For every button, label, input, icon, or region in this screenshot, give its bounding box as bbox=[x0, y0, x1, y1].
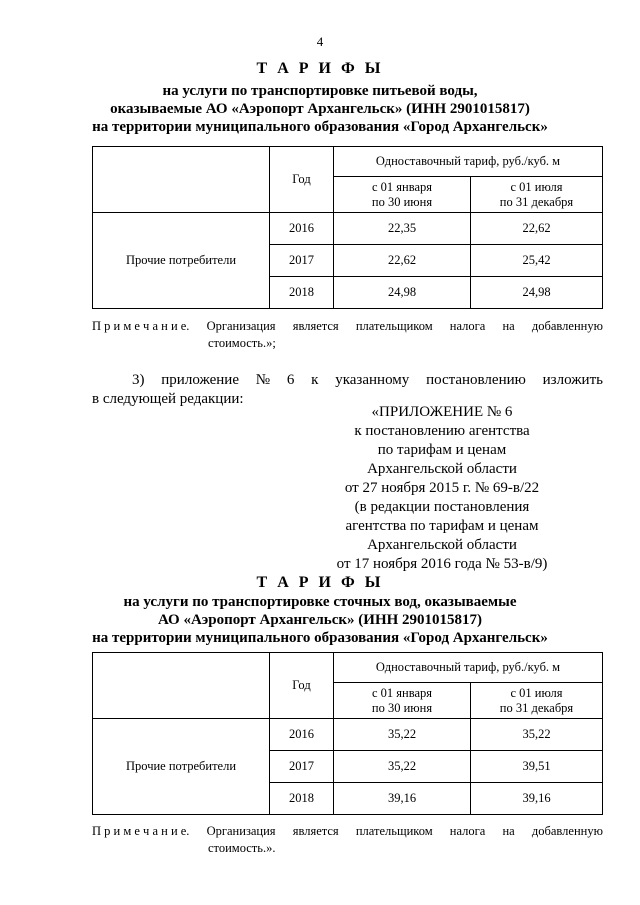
paragraph-word: постановлению bbox=[426, 372, 526, 388]
period1-line: с 01 января bbox=[371, 179, 433, 194]
note-word: добавленную bbox=[531, 824, 603, 838]
appendix-line: от 17 ноября 2016 года № 53-в/9) bbox=[336, 556, 548, 572]
section2-tariff-table bbox=[92, 652, 603, 815]
paragraph-word: к bbox=[311, 372, 319, 388]
year-cell: 2016 bbox=[270, 719, 334, 751]
period1-line: по 30 июня bbox=[371, 194, 433, 209]
appendix-line: Архангельской области bbox=[367, 537, 517, 553]
section2-note bbox=[92, 823, 603, 857]
paragraph-word: указанному bbox=[335, 372, 410, 388]
section2-title: Т А Р И Ф Ы bbox=[256, 574, 384, 591]
value-cell: 22,62 bbox=[334, 245, 471, 277]
period2-header bbox=[471, 683, 603, 719]
consumer-header-cell bbox=[93, 147, 270, 213]
appendix-line: (в редакции постановления bbox=[354, 499, 530, 515]
year-cell: 2017 bbox=[270, 751, 334, 783]
section2-subtitle bbox=[0, 593, 640, 647]
value-cell: 24,98 bbox=[471, 277, 603, 309]
note-word: на bbox=[502, 319, 515, 333]
consumer-header-cell bbox=[93, 653, 270, 719]
section2-subtitle-line: на услуги по транспортировке сточных вод, оказываемые bbox=[123, 594, 517, 610]
note-word: налога bbox=[449, 824, 486, 838]
note-line2: стоимость.»; bbox=[208, 336, 276, 350]
period2-header bbox=[471, 177, 603, 213]
section1-subtitle-line: на территории муниципального образования «Город Архангельск» bbox=[92, 119, 548, 135]
value-cell: 39,16 bbox=[334, 783, 471, 815]
value-cell: 35,22 bbox=[334, 751, 471, 783]
value-cell: 39,16 bbox=[471, 783, 603, 815]
note-label: П р и м е ч а н и е. bbox=[92, 319, 190, 333]
value-cell: 25,42 bbox=[471, 245, 603, 277]
page-number: 4 bbox=[316, 34, 324, 49]
year-cell: 2018 bbox=[270, 277, 334, 309]
section1-title: Т А Р И Ф Ы bbox=[256, 60, 384, 77]
paragraph-word: изложить bbox=[542, 372, 603, 388]
year-cell: 2016 bbox=[270, 213, 334, 245]
period2-line: по 31 декабря bbox=[499, 700, 574, 715]
section2-subtitle-line: АО «Аэропорт Архангельск» (ИНН 2901015817) bbox=[157, 612, 483, 628]
note-word: является bbox=[292, 319, 339, 333]
year-cell: 2018 bbox=[270, 783, 334, 815]
paragraph-word: 3) bbox=[132, 372, 145, 388]
value-cell: 24,98 bbox=[334, 277, 471, 309]
appendix-line: Архангельской области bbox=[367, 461, 517, 477]
period1-line: с 01 января bbox=[371, 685, 433, 700]
note-word: плательщиком bbox=[355, 319, 433, 333]
note-word: является bbox=[292, 824, 339, 838]
value-cell: 39,51 bbox=[471, 751, 603, 783]
paragraph-word: № bbox=[255, 372, 271, 388]
paragraph-word: 6 bbox=[286, 372, 295, 388]
paragraph-line1 bbox=[132, 371, 603, 390]
consumer-cell: Прочие потребители bbox=[93, 719, 270, 815]
section1-subtitle-line: на услуги по транспортировке питьевой воды, bbox=[162, 83, 478, 99]
note-label: П р и м е ч а н и е. bbox=[92, 824, 190, 838]
appendix-line: агентства по тарифам и ценам bbox=[345, 518, 539, 534]
note-word: Организация bbox=[206, 824, 276, 838]
paragraph-word: приложение bbox=[161, 372, 239, 388]
value-cell: 35,22 bbox=[471, 719, 603, 751]
appendix-line: «ПРИЛОЖЕНИЕ № 6 bbox=[371, 404, 513, 420]
appendix-line: к постановлению агентства bbox=[354, 423, 530, 439]
note-word: на bbox=[502, 824, 515, 838]
period2-line: с 01 июля bbox=[510, 685, 563, 700]
note-word: добавленную bbox=[531, 319, 603, 333]
consumer-cell: Прочие потребители bbox=[93, 213, 270, 309]
section2-subtitle-line: на территории муниципального образования «Город Архангельск» bbox=[92, 630, 548, 646]
table-row bbox=[93, 213, 603, 245]
appendix-line: от 27 ноября 2015 г. № 69-в/22 bbox=[344, 480, 540, 496]
tariff-header: Одноставочный тариф, руб./куб. м bbox=[334, 147, 603, 177]
tariff-header: Одноставочный тариф, руб./куб. м bbox=[334, 653, 603, 683]
note-word: Организация bbox=[206, 319, 276, 333]
value-cell: 35,22 bbox=[334, 719, 471, 751]
note-word: плательщиком bbox=[355, 824, 433, 838]
value-cell: 22,35 bbox=[334, 213, 471, 245]
year-cell: 2017 bbox=[270, 245, 334, 277]
note-line2: стоимость.». bbox=[208, 841, 276, 855]
value-cell: 22,62 bbox=[471, 213, 603, 245]
appendix-header bbox=[330, 403, 554, 574]
period1-header bbox=[334, 177, 471, 213]
section1-note bbox=[92, 318, 603, 352]
paragraph-line2: в следующей редакции: bbox=[92, 391, 244, 407]
period2-line: по 31 декабря bbox=[499, 194, 574, 209]
period1-line: по 30 июня bbox=[371, 700, 433, 715]
year-header: Год bbox=[270, 653, 334, 719]
section1-subtitle-line: оказываемые АО «Аэропорт Архангельск» (ИНН 2901015817) bbox=[110, 101, 530, 117]
period2-line: с 01 июля bbox=[510, 179, 563, 194]
year-header: Год bbox=[270, 147, 334, 213]
section1-subtitle bbox=[0, 82, 640, 136]
period1-header bbox=[334, 683, 471, 719]
note-word: налога bbox=[449, 319, 486, 333]
table-row bbox=[93, 719, 603, 751]
section1-tariff-table bbox=[92, 146, 603, 309]
appendix-line: по тарифам и ценам bbox=[377, 442, 507, 458]
